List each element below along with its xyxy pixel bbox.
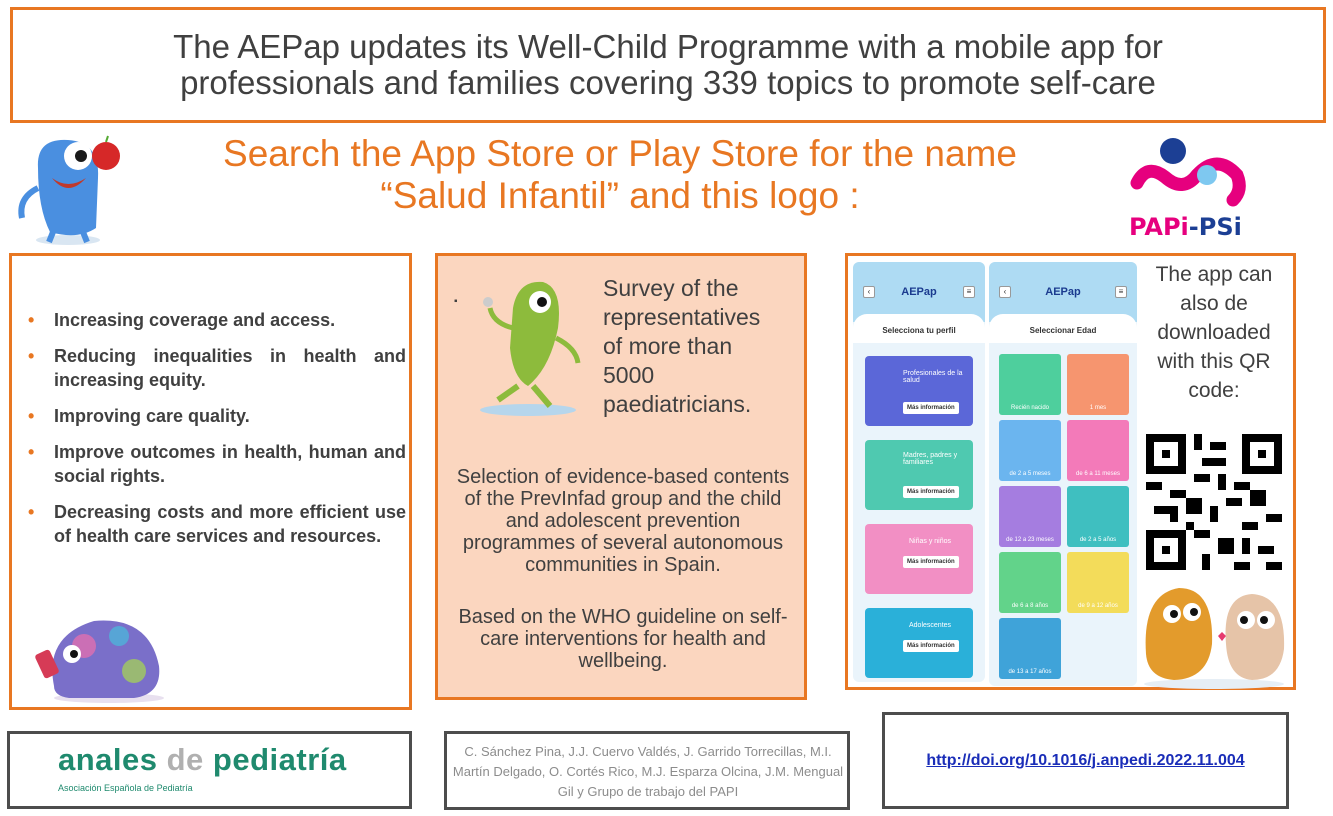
- aepap-logo: AEPap: [901, 286, 937, 298]
- profile-card-families[interactable]: [865, 440, 973, 510]
- menu-icon[interactable]: ≡: [1115, 286, 1127, 298]
- papi-psi-logo-mark: [1125, 135, 1255, 215]
- profile-card-professionals[interactable]: [865, 356, 973, 426]
- authors-text: C. Sánchez Pina, J.J. Cuervo Valdés, J. Garrido Torrecillas, M.I. Martín Delgado, O. Cortés Rico, M.J. Esparza Olcina, J.M. Mengual Gil y Grupo de trabajo del PAPI: [452, 744, 844, 799]
- benefit-item: • Reducing inequalities in health and increasing equity.: [26, 344, 406, 392]
- who-guideline-text: Based on the WHO guideline on self-care interventions for health and wellbeing.: [458, 606, 788, 672]
- title-line2: professionals and families covering 339 topics to promote self-care: [180, 64, 1156, 101]
- doi-link[interactable]: http://doi.org/10.1016/j.anpedi.2022.11.004: [926, 751, 1245, 769]
- authors-box: [444, 731, 850, 810]
- app-screen-profile: [853, 262, 985, 682]
- benefit-item: • Increasing coverage and access.: [26, 308, 406, 332]
- qr-code[interactable]: [1146, 434, 1282, 570]
- survey-text: Survey of the representatives of more than 5000 paediatricians.: [603, 275, 761, 417]
- benefits-panel: [9, 253, 412, 710]
- profile-card-children[interactable]: [865, 524, 973, 594]
- bullet-marker: ▪: [454, 296, 458, 307]
- age-tile[interactable]: de 9 a 12 años: [1067, 552, 1129, 613]
- papi-psi-logo: [1125, 135, 1255, 245]
- title-box: [10, 7, 1326, 123]
- back-icon[interactable]: ‹: [863, 286, 875, 298]
- age-tile[interactable]: de 6 a 8 años: [999, 552, 1061, 613]
- title-line1: The AEPap updates its Well-Child Programme with a mobile app for: [173, 28, 1163, 65]
- app-subtitle: Seleccionar Edad: [989, 314, 1137, 343]
- profile-card-adolescents[interactable]: [865, 608, 973, 678]
- brain-monster-mascot: [24, 606, 174, 706]
- app-header: [853, 262, 985, 322]
- search-line1: Search the App Store or Play Store for the name: [223, 133, 1017, 174]
- green-monster-mascot: [458, 268, 598, 418]
- age-tile[interactable]: Recién nacido: [999, 354, 1061, 415]
- journal-logo-box: [7, 731, 412, 809]
- more-info-button[interactable]: Más información: [903, 402, 959, 414]
- couple-mascots: [1134, 574, 1294, 689]
- title: [173, 29, 1163, 101]
- age-tile[interactable]: 1 mes: [1067, 354, 1129, 415]
- blue-monster-mascot: [8, 128, 133, 248]
- app-subtitle: Selecciona tu perfil: [853, 314, 985, 343]
- back-icon[interactable]: ‹: [999, 286, 1011, 298]
- benefit-item: • Improve outcomes in health, human and social rights.: [26, 440, 406, 488]
- menu-icon[interactable]: ≡: [963, 286, 975, 298]
- papi-psi-logo-text: PAPi-PSi: [1129, 213, 1242, 241]
- profile-card-label: Adolescentes: [909, 622, 952, 629]
- profile-card-label: Madres, padres y familiares: [903, 452, 958, 466]
- app-screen-age: [989, 262, 1137, 686]
- selection-text: Selection of evidence-based contents of the PrevInfad group and the child and adolescent prevention programmes of several autonomous communities in Spain.: [456, 466, 790, 576]
- age-tile[interactable]: de 2 a 5 años: [1067, 486, 1129, 547]
- age-tile[interactable]: de 6 a 11 meses: [1067, 420, 1129, 481]
- profile-card-label: Profesionales de la salud: [903, 370, 963, 384]
- more-info-button[interactable]: Más información: [903, 486, 959, 498]
- doi-box: [882, 712, 1289, 809]
- app-download-panel: [845, 253, 1296, 690]
- journal-name: anales de pediatría: [58, 742, 347, 777]
- search-instruction: [170, 133, 1070, 217]
- benefits-list: [26, 308, 406, 560]
- qr-instruction: The app can also de downloaded with this QR code:: [1155, 263, 1273, 402]
- aepap-logo: AEPap: [1045, 286, 1081, 298]
- more-info-button[interactable]: Más información: [903, 640, 959, 652]
- benefit-item: • Improving care quality.: [26, 404, 406, 428]
- age-tile[interactable]: de 13 a 17 años: [999, 618, 1061, 679]
- age-tile[interactable]: de 12 a 23 meses: [999, 486, 1061, 547]
- profile-card-label: Niñas y niños: [909, 538, 952, 545]
- benefit-item: • Decreasing costs and more efficient use of health care services and resources.: [26, 500, 406, 548]
- journal-association: Asociación Española de Pediatría: [58, 783, 193, 793]
- search-line2: “Salud Infantil” and this logo :: [380, 175, 860, 216]
- evidence-panel: [435, 253, 807, 700]
- app-header: [989, 262, 1137, 322]
- age-tile[interactable]: de 2 a 5 meses: [999, 420, 1061, 481]
- more-info-button[interactable]: Más información: [903, 556, 959, 568]
